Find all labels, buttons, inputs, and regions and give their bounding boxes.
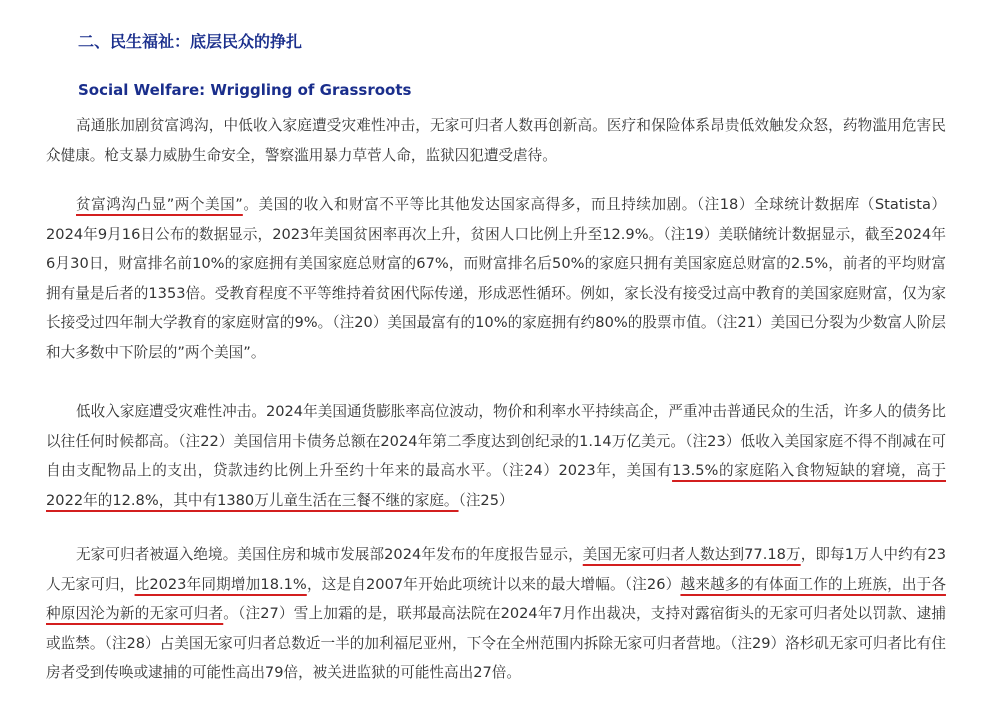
highlighted-text: 比2023年同期增加18.1% <box>134 575 307 593</box>
paragraph-text: （注25） <box>458 491 514 509</box>
section-title-en: Social Welfare: Wriggling of Grassroots <box>78 81 412 99</box>
paragraph-text: 。（注27）雪上加霜的是，联邦最高法院在2024年7月作出裁决，支持对露宿街头的无家可归者处以罚款、逮捕或监禁。（注28）占美国无家可归者总数近一半的加利福尼亚州，下令在全州范围内拆除无家可归者营地。（注29）洛杉矶无家可归者比有住房者受到传唤或逮捕的可能性高出79倍，被关进监狱的可能性高出27倍。 <box>46 605 946 681</box>
paragraph-text: 。美国的收入和财富不平等比其他发达国家高得多，而且持续加剧。（注18）全球统计数据库（Statista）2024年9月16日公布的数据显示，2023年美国贫困率再次上升，贫困人口比例上升至12.9%。（注19）美联储统计数据显示，截至2024年6月30日，财富排名前10%的家庭拥有美国家庭总财富的67%，而财富排名后50%的家庭只拥有美国家庭总财富的2.5%，前者的平均财富拥有量是后者的1353倍。受教育程度不平等维持着贫困代际传递，形成恶性循环。例如，家长没有接受过高中教育的美国家庭财富，仅为家长接受过四年制大学教育的家庭财富的9%。（注20）美国最富有的10%的家庭拥有约80%的股票市值。（注21）美国已分裂为少数富人阶层和大多数中下阶层的”两个美国”。 <box>46 196 946 361</box>
highlighted-text: 美国无家可归者人数达到77.18万 <box>582 546 801 563</box>
paragraph-text: ，这是自2007年开始此项统计以来的最大增幅。（注26） <box>306 575 681 593</box>
paragraph-wealth-gap <box>46 190 946 367</box>
highlighted-text: 13.5%的家庭陷入食物短缺的窘境，高于2022年的12.8%，其中有1380万儿童生活在三餐不继的家庭。 <box>46 462 946 509</box>
paragraph-text: 低收入家庭遭受灾难性冲击。2024年美国通货膨胀率高位波动，物价和利率水平持续高企，严重冲击普通民众的生活，许多人的债务比以往任何时候都高。（注22）美国信用卡债务总额在2024年第二季度达到创纪录的1.14万亿美元。（注23）低收入美国家庭不得不削减在可自由支配物品上的支出，贷款违约比例上升至约十年来的最高水平。（注24）2023年，美国有 <box>46 403 946 479</box>
paragraph-homeless <box>46 540 946 688</box>
highlighted-text: 越来越多的有体面工作的上班族，出于各种原因沦为新的无家可归者 <box>46 575 946 622</box>
paragraph-text: 高通胀加剧贫富鸿沟，中低收入家庭遭受灾难性冲击，无家可归者人数再创新高。医疗和保险体系昂贵低效触发众怒，药物滥用危害民众健康。枪支暴力威胁生命安全，警察滥用暴力草菅人命，监狱囚犯遭受虐待。 <box>46 117 946 164</box>
paragraph-intro <box>46 111 946 170</box>
paragraph-low-income <box>46 397 946 515</box>
paragraph-text: 无家可归者被逼入绝境。美国住房和城市发展部2024年发布的年度报告显示， <box>76 546 583 563</box>
section-title-zh: 二、民生福祉：底层民众的挣扎 <box>78 32 303 52</box>
paragraph-text: ，即每1万人中约有23人无家可归， <box>46 546 947 593</box>
highlighted-text: 贫富鸿沟凸显”两个美国” <box>76 196 243 213</box>
